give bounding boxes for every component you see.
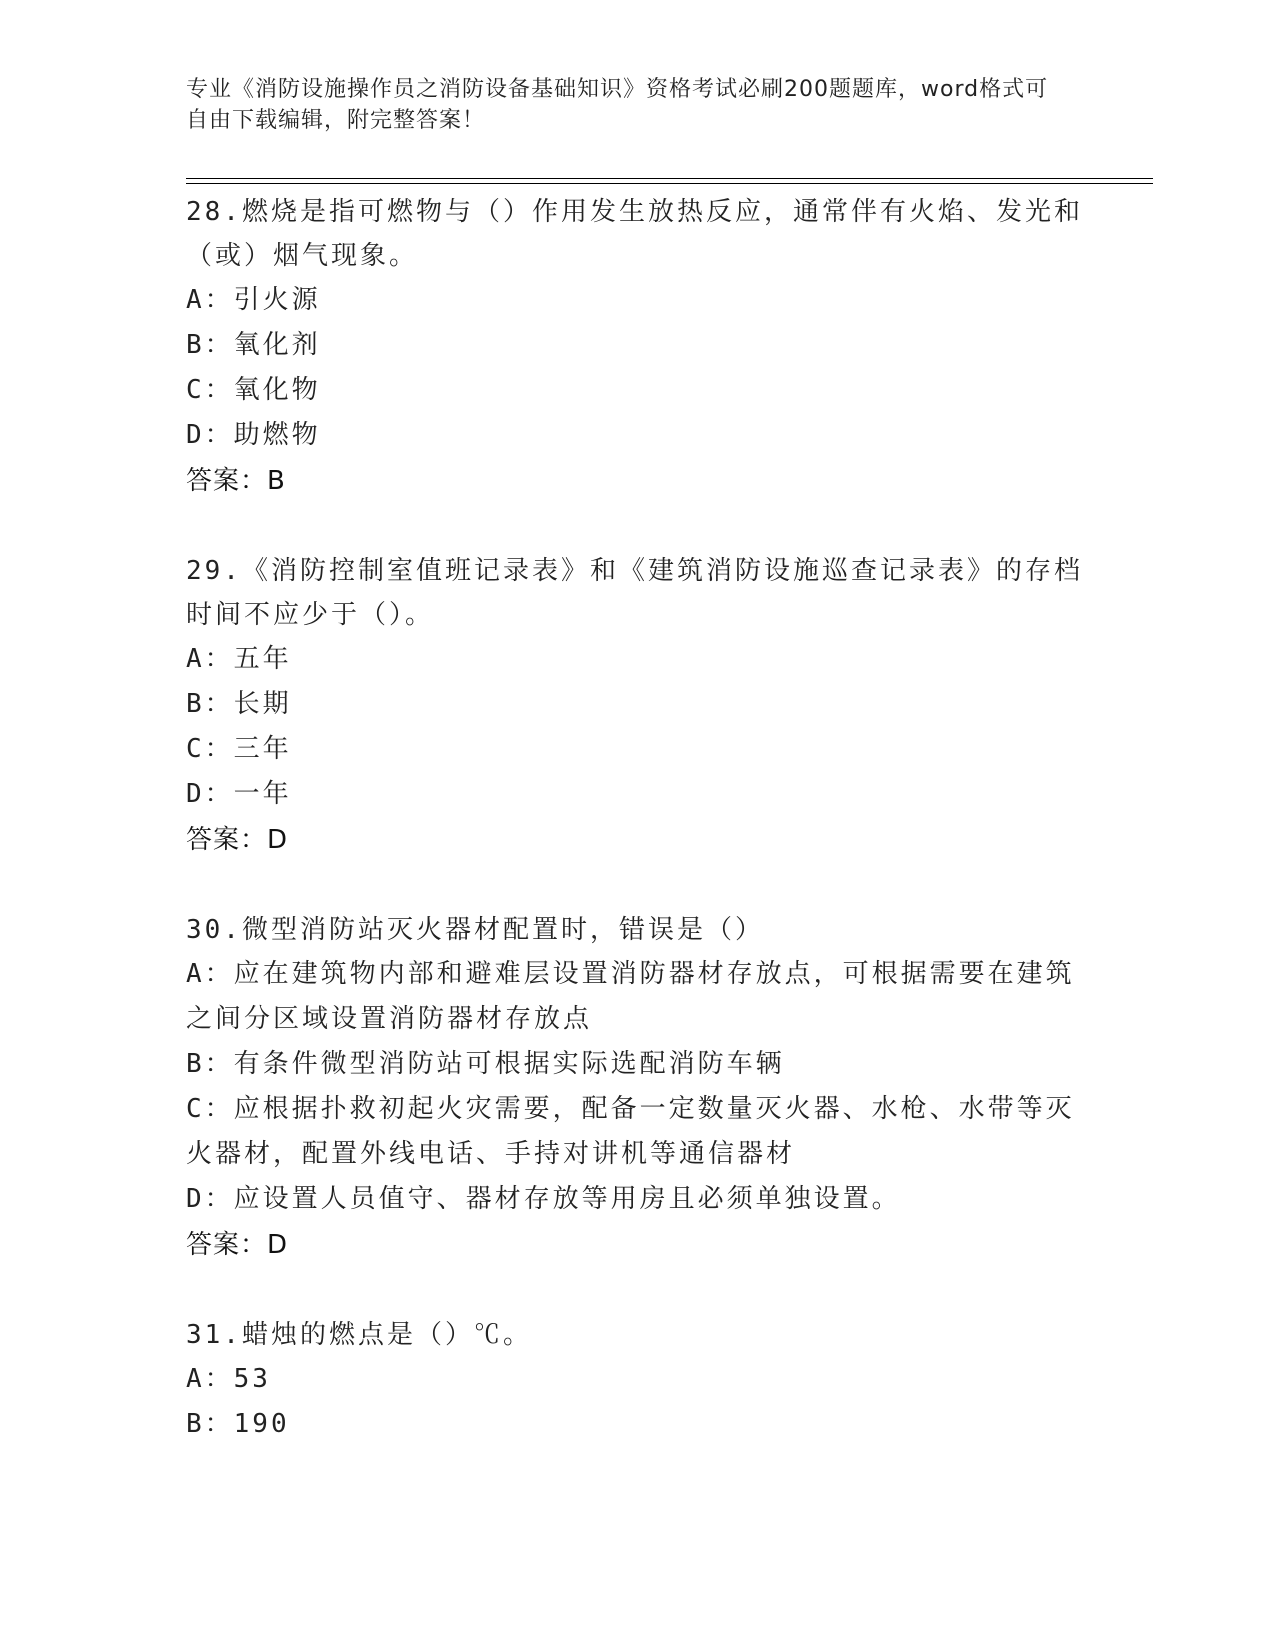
question-stem: 29.《消防控制室值班记录表》和《建筑消防设施巡查记录表》的存档时间不应少于（）。 (186, 556, 1083, 630)
option-b: B：氧化剂 (186, 330, 321, 360)
question-stem: 28.燃烧是指可燃物与（）作用发生放热反应，通常伴有火焰、发光和（或）烟气现象。 (186, 197, 1083, 271)
option-d: D：助燃物 (186, 420, 321, 450)
option-d: D：应设置人员值守、器材存放等用房且必须单独设置。 (186, 1184, 901, 1214)
header-divider-top (186, 178, 1153, 179)
question-31 (186, 1313, 1086, 1447)
option-c: C：应根据扑救初起火灾需要，配备一定数量灭火器、水枪、水带等灭火器材，配置外线电话、手持对讲机等通信器材 (186, 1094, 1075, 1169)
document-header: 专业《消防设施操作员之消防设备基础知识》资格考试必刷200题题库，word格式可自由下载编辑，附完整答案！ (186, 77, 1049, 133)
option-d: D：一年 (186, 779, 292, 809)
option-a: A：引火源 (186, 285, 321, 315)
question-29 (186, 549, 1086, 863)
option-a: A：53 (186, 1364, 271, 1394)
answer-line: 答案：B (186, 466, 286, 496)
question-stem: 30.微型消防站灭火器材配置时，错误是（） (186, 915, 764, 945)
question-30 (186, 908, 1086, 1268)
option-b: B：长期 (186, 689, 292, 719)
option-a: A：五年 (186, 644, 292, 674)
question-list (186, 190, 1086, 1492)
option-c: C：三年 (186, 734, 292, 764)
question-stem: 31.蜡烛的燃点是（）℃。 (186, 1320, 532, 1350)
option-a: A：应在建筑物内部和避难层设置消防器材存放点，可根据需要在建筑之间分区域设置消防器材存放点 (186, 959, 1075, 1034)
option-c: C：氧化物 (186, 375, 321, 405)
header-divider-bottom (186, 183, 1153, 184)
question-28 (186, 190, 1086, 504)
option-b: B：有条件微型消防站可根据实际选配消防车辆 (186, 1049, 785, 1079)
option-b: B：190 (186, 1409, 290, 1439)
answer-line: 答案：D (186, 1230, 289, 1260)
answer-line: 答案：D (186, 825, 289, 855)
